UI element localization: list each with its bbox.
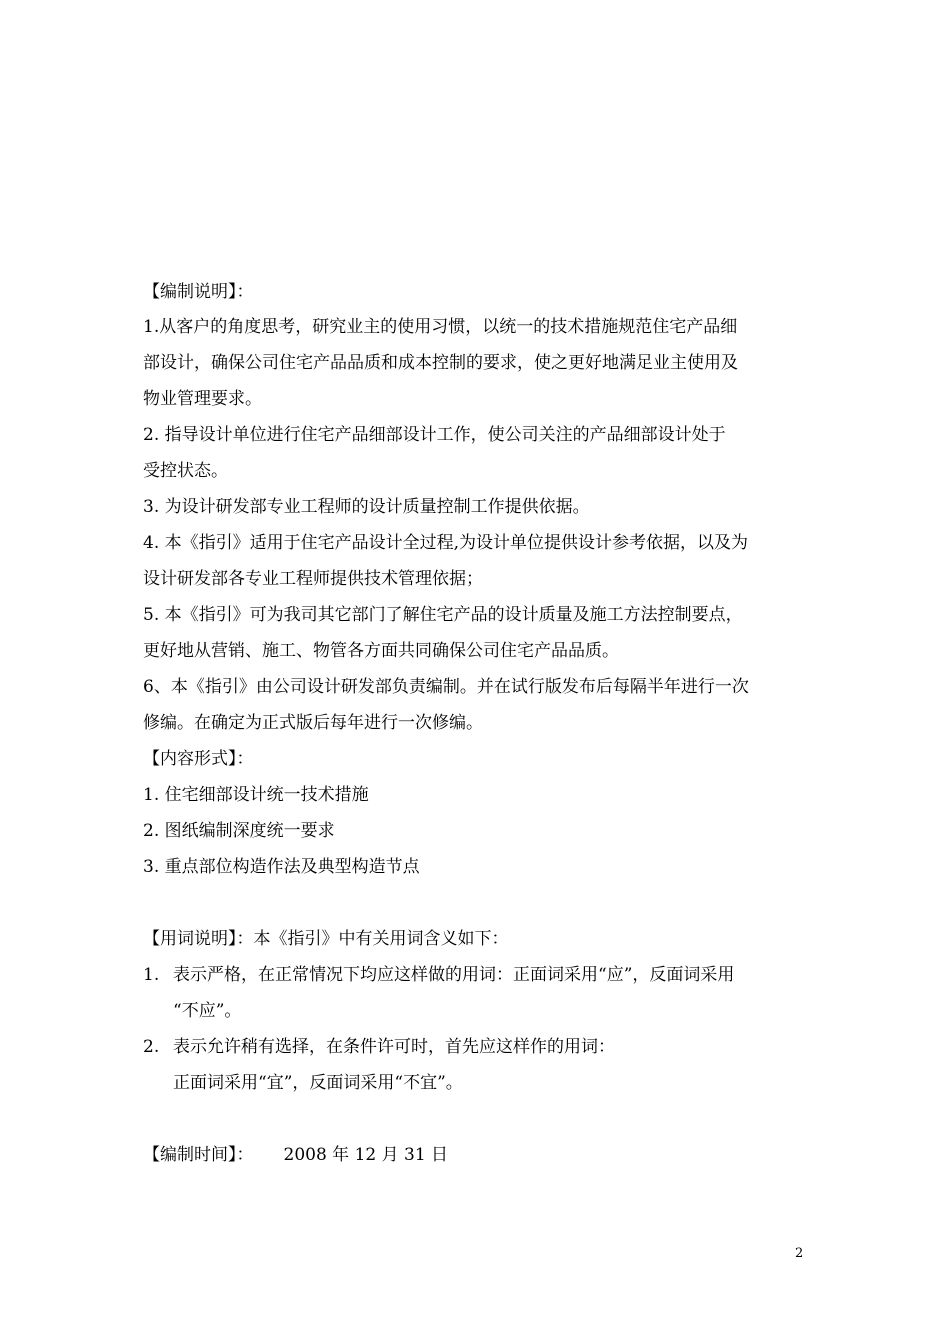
neirong-line-3: 3. 重点部位构造作法及典型构造节点 [143, 857, 420, 877]
bianzhi-line-9: 5. 本《指引》可为我司其它部门了解住宅产品的设计质量及施工方法控制要点， [143, 605, 743, 625]
yongci-item-2-continuation: 正面词采用“宜”，反面词采用“不宜”。 [173, 1073, 463, 1093]
bianzhi-line-7: 4. 本《指引》适用于住宅产品设计全过程,为设计单位提供设计参考依据，以及为 [143, 533, 749, 553]
compile-time-row [143, 1137, 813, 1173]
bianzhi-line-4: 2. 指导设计单位进行住宅产品细部设计工作，使公司关注的产品细部设计处于 [143, 425, 726, 445]
yongci-item-2-text: 表示允许稍有选择，在条件许可时，首先应这样作的用词： [173, 1037, 615, 1057]
bianzhi-line-5: 受控状态。 [143, 461, 228, 481]
spacer [143, 1101, 813, 1137]
yongci-item-1-text: 表示严格，在正常情况下均应这样做的用词：正面词采用“应”，反面词采用 [173, 965, 735, 985]
page-number: 2 [795, 1246, 804, 1261]
yongci-item-2 [143, 1029, 813, 1065]
compile-time-value: 2008 年 12 月 31 日 [283, 1145, 449, 1165]
bianzhi-line-6: 3. 为设计研发部专业工程师的设计质量控制工作提供依据。 [143, 497, 590, 517]
yongci-item-1-continuation: “不应”。 [173, 1001, 242, 1021]
yongci-item-1-number: 1. [143, 965, 160, 985]
bianzhi-line-3: 物业管理要求。 [143, 389, 262, 409]
yongci-item-1 [143, 957, 813, 993]
compile-time-label: 【编制时间】： [143, 1145, 254, 1165]
section-header-bianzhi: 【编制说明】： [143, 282, 254, 302]
section-header-yongci: 【用词说明】：本《指引》中有关用词含义如下： [143, 929, 509, 949]
bianzhi-line-8: 设计研发部各专业工程师提供技术管理依据； [143, 569, 483, 589]
yongci-item-2-number: 2. [143, 1037, 160, 1057]
bianzhi-line-12: 修编。在确定为正式版后每年进行一次修编。 [143, 713, 483, 733]
spacer [143, 885, 813, 921]
section-header-neirong: 【内容形式】： [143, 749, 254, 769]
bianzhi-line-2: 部设计，确保公司住宅产品品质和成本控制的要求，使之更好地满足业主使用及 [143, 353, 738, 373]
bianzhi-line-1: 1.从客户的角度思考，研究业主的使用习惯，以统一的技术措施规范住宅产品细 [143, 317, 738, 337]
page-content [143, 276, 813, 1173]
neirong-line-1: 1. 住宅细部设计统一技术措施 [143, 785, 369, 805]
neirong-line-2: 2. 图纸编制深度统一要求 [143, 821, 335, 841]
bianzhi-line-10: 更好地从营销、施工、物管各方面共同确保公司住宅产品品质。 [143, 641, 619, 661]
bianzhi-line-11: 6、本《指引》由公司设计研发部负责编制。并在试行版发布后每隔半年进行一次 [143, 677, 749, 697]
